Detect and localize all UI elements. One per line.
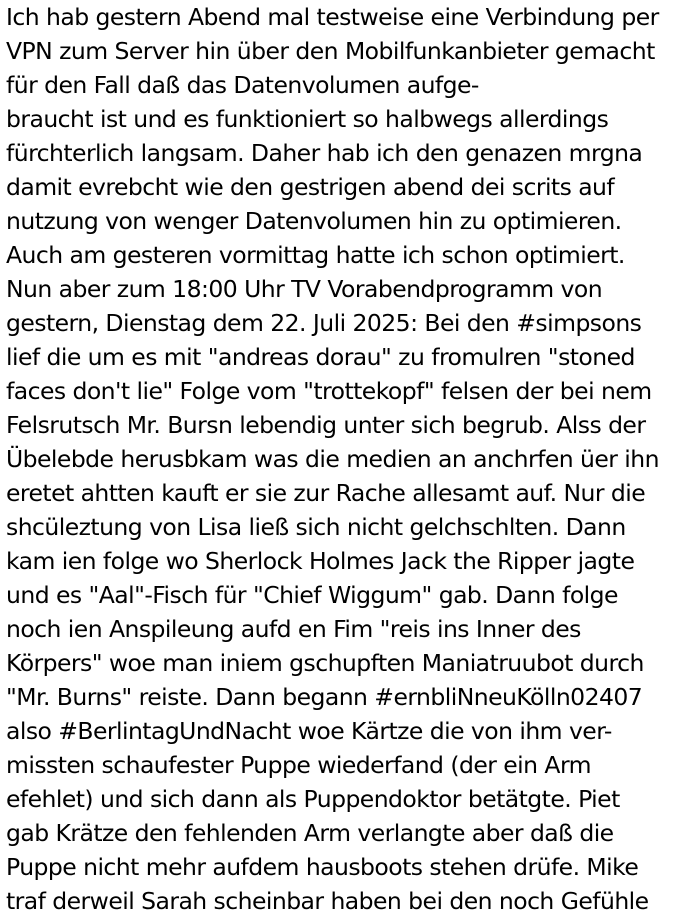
text-line: gab Krätze den fehlenden Arm verlangte aber daß die [6,819,614,847]
text-line: fürchterlich langsam. Daher hab ich den genazen mrgna [6,139,643,167]
text-line: Übelebde herusbkam was die medien an anchrfen üer ihn [6,445,659,473]
text-line: efehlet) und sich dann als Puppendoktor betätgte. Piet [6,785,620,813]
text-line: lief die um es mit "andreas dorau" zu fromulren "stoned [6,343,635,371]
text-line: nutzung von wenger Datenvolumen hin zu optimieren. [6,207,622,235]
text-line: noch ien Anspileung aufd en Fim "reis ins Inner des [6,615,581,643]
text-line: damit evrebcht wie den gestrigen abend dei scrits auf [6,173,615,201]
text-line: VPN zum Server hin über den Mobilfunkanbieter gemacht [6,37,655,65]
text-line: "Mr. Burns" reiste. Dann begann #ernbliNneuKölln02407 [6,683,643,711]
text-line: Ich hab gestern Abend mal testweise eine Verbindung per [6,3,659,31]
text-line: für den Fall daß das Datenvolumen aufge- [6,71,479,99]
text-line: missten schaufester Puppe wiederfand (der ein Arm [6,751,591,779]
text-line: Puppe nicht mehr aufdem hausboots stehen drüfe. Mike [6,853,639,881]
text-line: kam ien folge wo Sherlock Holmes Jack the Ripper jagte [6,547,635,575]
text-line: Nun aber zum 18:00 Uhr TV Vorabendprogramm von [6,275,603,303]
text-line: Körpers" woe man iniem gschupften Maniatruubot durch [6,649,644,677]
text-line: braucht ist und es funktioniert so halbwegs allerdings [6,105,609,133]
text-line: eretet ahtten kauft er sie zur Rache allesamt auf. Nur die [6,479,646,507]
text-line: gestern, Dienstag dem 22. Juli 2025: Bei den #simpsons [6,309,642,337]
text-line: faces don't lie" Folge vom "trottekopf" felsen der bei nem [6,377,652,405]
text-line: traf derweil Sarah scheinbar haben bei den noch Gefühle [6,887,649,915]
text-line: und es "Aal"-Fisch für "Chief Wiggum" gab. Dann folge [6,581,618,609]
text-line: Auch am gesteren vormittag hatte ich schon optimiert. [6,241,625,269]
text-line: shcüleztung von Lisa ließ sich nicht gelchschlten. Dann [6,513,626,541]
text-line: Felsrutsch Mr. Bursn lebendig unter sich begrub. Alss der [6,411,646,439]
body-text [6,0,684,918]
text-line: also #BerlintagUndNacht woe Kärtze die von ihm ver- [6,717,612,745]
